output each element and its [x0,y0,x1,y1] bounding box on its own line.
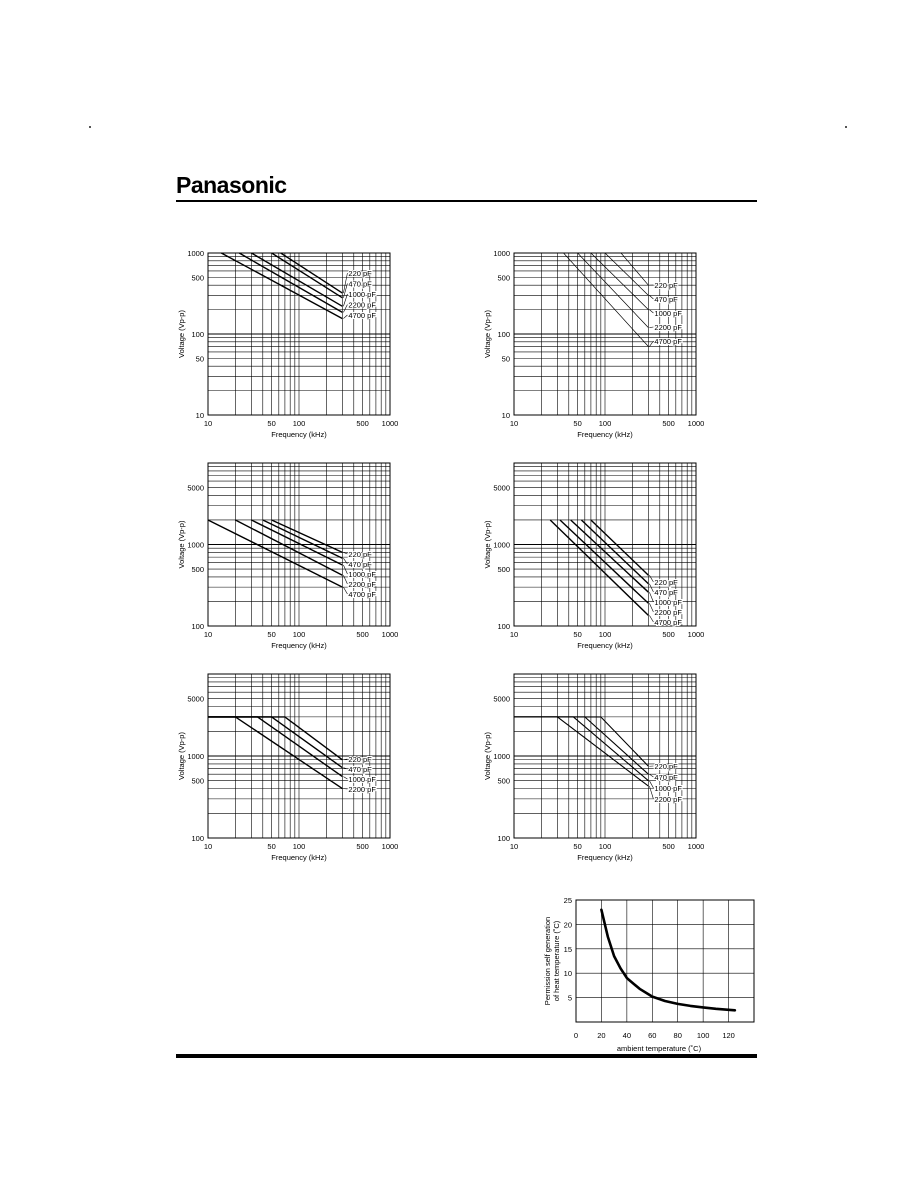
y-tick-label: 1000 [187,249,204,258]
series-label: 2200 pF [654,795,682,804]
y-axis-label: Voltage (Vp-p) [177,520,186,569]
x-tick-label: 1000 [687,842,705,851]
series-label-leader [649,615,653,622]
series-label: 1000 pF [348,290,376,299]
series-label: 2200 pF [348,785,376,794]
series-label-leader [343,575,347,584]
x-tick-label: 80 [673,1031,682,1040]
series-label: 2200 pF [654,323,682,332]
x-tick-label: 50 [573,842,582,851]
series-line [514,253,648,285]
x-axis-label: Frequency (kHz) [577,430,633,439]
series-line [208,717,342,777]
y-tick-label: 20 [563,920,572,930]
voltage-frequency-chart-1 [160,240,410,450]
x-tick-label: 100 [292,842,306,851]
series-line [514,253,648,347]
x-tick-label: 100 [598,419,612,428]
series-line [208,717,342,768]
x-tick-label: 10 [509,630,519,639]
series-label: 470 pF [348,765,372,774]
y-tick-label: 100 [191,330,204,339]
x-tick-label: 0 [573,1031,579,1040]
x-tick-label: 500 [662,630,675,639]
series-label: 1000 pF [348,570,376,579]
y-tick-label: 1000 [493,540,510,550]
x-tick-label: 50 [573,419,582,428]
x-tick-label: 50 [267,842,276,851]
x-tick-label: 50 [267,630,276,639]
x-tick-label: 1000 [381,419,399,428]
footer-rule [176,1054,757,1058]
series-label: 470 pF [348,560,372,569]
series-label: 220 pF [348,755,372,764]
y-tick-label: 5000 [187,694,204,704]
series-label-leader [343,777,347,779]
y-tick-label: 50 [501,354,510,364]
y-axis-label: Voltage (Vp-p) [177,310,186,358]
x-axis-label: ambient temperature (˚C) [616,1044,702,1053]
series-line [601,910,735,1011]
x-tick-label: 10 [203,842,213,851]
series-line [514,717,648,786]
series-line [514,253,648,328]
voltage-frequency-chart-5 [160,664,410,870]
voltage-frequency-chart-2 [466,240,716,450]
x-axis-label: Frequency (kHz) [271,641,327,650]
x-axis-label: Frequency (kHz) [577,641,633,650]
header-rule [176,200,757,202]
x-tick-label: 100 [598,630,612,639]
x-tick-label: 10 [509,842,519,851]
series-line [550,520,648,615]
x-tick-label: 1000 [687,419,705,428]
voltage-frequency-chart-4 [466,454,716,660]
series-label-leader [649,592,653,602]
series-label: 4700 pF [348,590,376,599]
series-label-leader [343,565,347,574]
y-axis-label: Voltage (Vp-p) [483,520,492,569]
series-label: 4700 pF [348,311,376,320]
x-tick-label: 500 [356,842,369,851]
y-tick-label: 10 [563,969,572,979]
y-tick-label: 100 [191,834,204,843]
series-label: 220 pF [654,578,678,587]
series-label: 2200 pF [348,300,376,310]
series-label: 220 pF [654,281,678,290]
x-tick-label: 50 [573,630,582,639]
x-tick-label: 1000 [687,630,705,639]
y-tick-label: 100 [497,834,510,843]
series-label-leader [343,315,347,319]
x-tick-label: 120 [722,1031,735,1040]
series-label: 1000 pF [654,784,682,793]
x-axis-label: Frequency (kHz) [271,430,327,439]
series-label-leader [649,786,653,799]
brand-logo: Panasonic [176,172,287,198]
voltage-frequency-chart-3 [160,454,410,660]
series-line [272,253,343,298]
y-tick-label: 10 [501,411,510,420]
y-tick-label: 25 [563,896,572,905]
x-tick-label: 10 [203,419,213,428]
x-tick-label: 500 [662,419,675,428]
y-tick-label: 1000 [493,752,510,761]
series-label: 470 pF [348,279,372,289]
y-tick-label: 500 [191,565,204,575]
x-tick-label: 100 [696,1031,710,1040]
x-tick-label: 60 [648,1031,657,1040]
series-label-leader [649,584,653,592]
y-tick-label: 50 [195,354,204,364]
series-line [514,717,648,766]
x-tick-label: 1000 [381,630,399,639]
series-label-leader [343,587,347,594]
series-line [581,520,648,584]
series-label-leader [649,575,653,582]
y-tick-label: 1000 [187,540,204,550]
y-tick-label: 15 [563,944,572,954]
y-tick-label: 5 [567,993,572,1003]
x-tick-label: 100 [292,419,306,428]
y-tick-label: 500 [191,776,204,786]
x-tick-label: 50 [267,419,276,428]
x-axis-label: Frequency (kHz) [577,853,633,862]
series-label-leader [343,558,347,564]
y-tick-label: 10 [195,411,204,420]
y-axis-label: of heat temperature (˚C) [552,920,561,1002]
series-label: 470 pF [654,773,678,782]
x-tick-label: 100 [598,842,612,851]
series-label-leader [649,603,653,612]
y-tick-label: 500 [497,273,510,283]
y-axis-label: Permission self generation [543,916,552,1006]
x-tick-label: 1000 [381,842,399,851]
y-tick-label: 5000 [493,694,510,704]
y-tick-label: 100 [497,330,510,339]
series-label: 1000 pF [348,775,376,784]
y-tick-label: 1000 [493,249,510,258]
scan-dot-right [845,126,847,128]
y-axis-label: Voltage (Vp-p) [483,732,492,780]
series-line [514,253,648,295]
series-label-leader [343,305,347,313]
y-axis-label: Voltage (Vp-p) [177,732,186,780]
series-label-leader [649,295,653,299]
x-tick-label: 500 [356,419,369,428]
series-label-leader [649,327,653,328]
x-tick-label: 10 [509,419,519,428]
series-label-leader [649,774,653,777]
voltage-frequency-chart-6 [466,664,716,870]
series-label: 220 pF [654,762,678,771]
series-label: 470 pF [654,588,678,597]
temperature-chart [536,890,766,1060]
series-line [251,520,342,565]
series-label: 2200 pF [348,580,376,589]
x-tick-label: 100 [292,630,306,639]
x-axis-label: Frequency (kHz) [271,853,327,862]
series-label: 1000 pF [654,598,682,607]
scan-dot-left [89,126,91,128]
x-tick-label: 500 [662,842,675,851]
y-tick-label: 100 [497,622,510,631]
series-label-leader [649,310,653,313]
series-label: 4700 pF [654,618,682,627]
x-tick-label: 40 [622,1031,632,1040]
series-label: 220 pF [348,269,372,278]
y-tick-label: 500 [191,273,204,283]
y-axis-label: Voltage (Vp-p) [483,310,492,358]
x-tick-label: 500 [356,630,369,639]
y-tick-label: 5000 [187,483,204,493]
y-tick-label: 500 [497,776,510,786]
y-tick-label: 5000 [493,483,510,493]
series-line [571,520,649,592]
series-label: 220 pF [348,550,372,559]
y-tick-label: 1000 [187,752,204,761]
series-label: 4700 pF [654,337,682,346]
y-tick-label: 100 [191,622,204,631]
series-label-leader [649,781,653,788]
x-tick-label: 20 [597,1031,606,1040]
series-label: 1000 pF [654,309,682,318]
series-label: 2200 pF [654,608,682,617]
series-label: 470 pF [654,295,678,304]
y-tick-label: 500 [497,565,510,575]
x-tick-label: 10 [203,630,213,639]
